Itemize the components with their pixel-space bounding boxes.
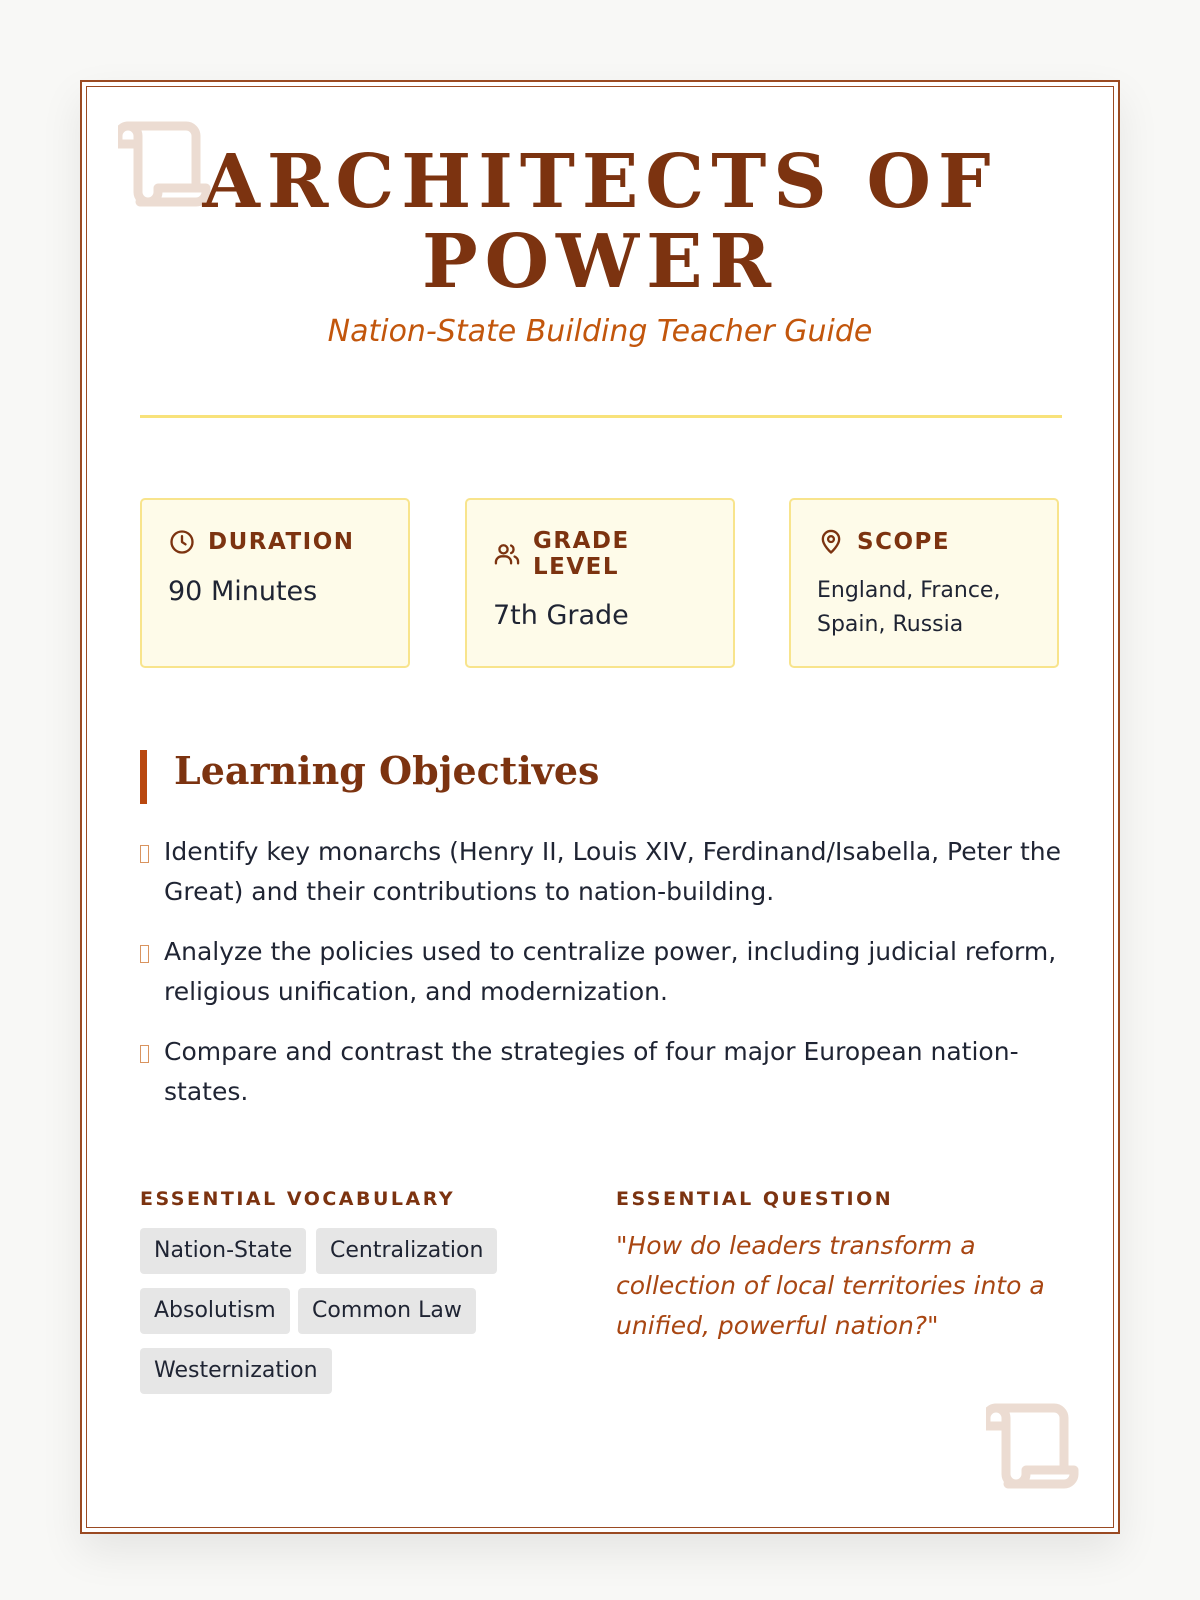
objectives-list bbox=[140, 832, 1062, 1132]
duration-label: DURATION bbox=[208, 529, 355, 555]
objective-text: Analyze the policies used to centralize power, including judicial reform, religious unification, and modernization. bbox=[164, 937, 1057, 1006]
grade-level-label: GRADE LEVEL bbox=[533, 528, 630, 580]
bullet-icon bbox=[140, 1045, 149, 1063]
vocabulary-heading: ESSENTIAL VOCABULARY bbox=[140, 1188, 456, 1210]
scope-box bbox=[789, 498, 1059, 668]
list-item bbox=[140, 932, 1062, 1012]
objective-text: Identify key monarchs (Henry II, Louis XIV, Ferdinand/Isabella, Peter the Great) and their contributions to nation-building. bbox=[164, 837, 1062, 906]
vocab-tag: Nation-State bbox=[140, 1228, 306, 1274]
grade-level-box bbox=[465, 498, 735, 668]
essential-question-heading: ESSENTIAL QUESTION bbox=[616, 1188, 894, 1210]
vocab-tag: Common Law bbox=[298, 1288, 476, 1334]
learning-objectives-heading: Learning Objectives bbox=[174, 748, 600, 793]
divider bbox=[140, 415, 1062, 418]
scope-value: England, France, Spain, Russia bbox=[817, 578, 1001, 637]
vocab-tag: Absolutism bbox=[140, 1288, 290, 1334]
guide-title: ARCHITECTS OF POWER bbox=[202, 139, 998, 305]
vocab-tag: Westernization bbox=[140, 1348, 332, 1394]
scroll-icon bbox=[986, 1402, 1086, 1494]
section-accent-bar bbox=[140, 750, 147, 804]
bullet-icon bbox=[140, 945, 149, 963]
scope-label: SCOPE bbox=[857, 529, 951, 555]
vocab-tag: Centralization bbox=[316, 1228, 497, 1274]
teacher-guide-card bbox=[80, 80, 1120, 1534]
list-item bbox=[140, 1032, 1062, 1112]
duration-box bbox=[140, 498, 410, 668]
guide-subtitle: Nation-State Building Teacher Guide bbox=[327, 314, 873, 349]
list-item bbox=[140, 832, 1062, 912]
grade-level-value: 7th Grade bbox=[493, 600, 629, 631]
objective-text: Compare and contrast the strategies of four major European nation-states. bbox=[164, 1037, 1019, 1106]
duration-value: 90 Minutes bbox=[168, 576, 318, 607]
users-icon bbox=[493, 540, 521, 568]
bullet-icon bbox=[140, 845, 149, 863]
map-pin-icon bbox=[817, 528, 845, 556]
essential-question-text: "How do leaders transform a collection of local territories into a unified, powerful nation?" bbox=[616, 1231, 1045, 1340]
clock-icon bbox=[168, 528, 196, 556]
